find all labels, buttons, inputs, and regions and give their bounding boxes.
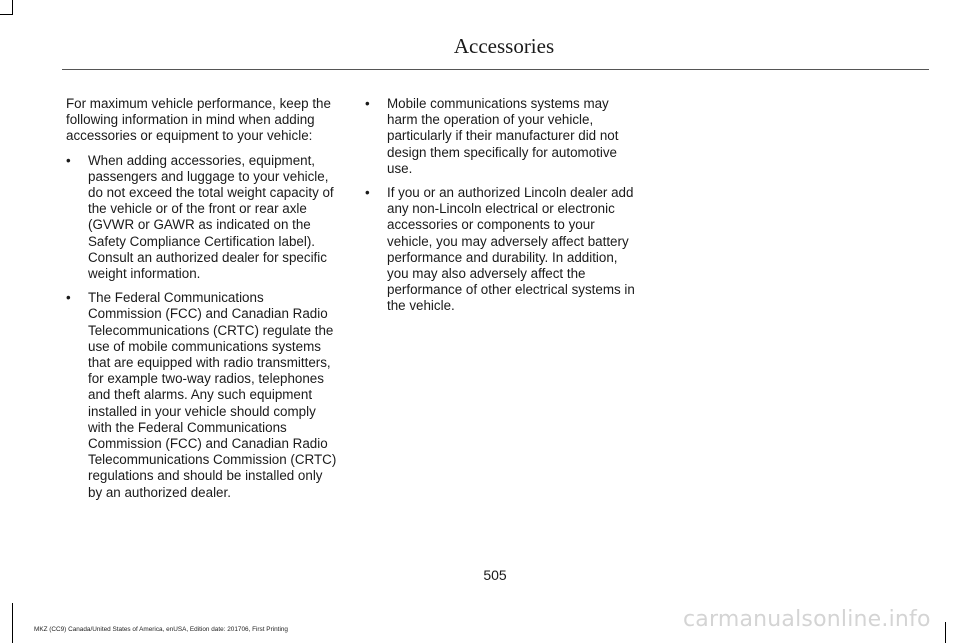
intro-paragraph: For maximum vehicle performance, keep the following information in mind when adding accessories or equipment to your vehicle: [66, 96, 331, 144]
bullet-icon: • [66, 152, 71, 168]
bullet-icon: • [365, 185, 370, 201]
crop-mark-top-left-horizontal [0, 14, 13, 15]
list-item-text: If you or an authorized Lincoln dealer add any non-Lincoln electrical or electronic accessories or components to your vehicle, you may adversely affect battery performance and durability. In addition, you may also adversely affect the performance of other electrical systems in the vehicle. [387, 185, 635, 314]
list-item-text: Mobile communications systems may harm the operation of your vehicle, particularly if their manufacturer did not design them specifically for automotive use. [387, 96, 619, 176]
page-number: 505 [483, 567, 507, 583]
bullet-icon: • [66, 290, 71, 306]
page-title: Accessories [453, 34, 555, 58]
header-divider [62, 69, 929, 70]
list-item-text: The Federal Communications Commission (FCC) and Canadian Radio Telecommunications (CRTC) regulate the use of mobile communications systems that are equipped with radio transmitters, for example two-way radios, telephones and theft alarms. Any such equipment installed in your vehicle should comply with the Federal Communications Commission (FCC) and Canadian Radio Telecommunications Commission (CRTC) regulations and should be installed only by an authorized dealer. [88, 290, 337, 500]
bullet-icon: • [365, 96, 370, 111]
crop-mark-top-left-vertical [12, 0, 13, 14]
left-column [66, 96, 338, 509]
right-column [365, 96, 635, 323]
list-item [365, 185, 635, 315]
footer-edition-text: MKZ (CC9) Canada/United States of America, enUSA, Edition date: 201706, First Printing [34, 626, 288, 633]
list-item-text: When adding accessories, equipment, passengers and luggage to your vehicle, do not exceed the total weight capacity of the vehicle or of the front or rear axle (GVWR or GAWR as indicated on the Safety Compliance Certification label). Consult an authorized dealer for specific weight information. [88, 152, 334, 282]
list-item [365, 96, 635, 177]
list-item [66, 153, 338, 283]
crop-mark-bottom-left-vertical [12, 603, 13, 643]
list-item [66, 290, 338, 501]
watermark-logo[interactable]: carmanualsonline.info [683, 607, 931, 632]
crop-mark-bottom-right-vertical [945, 622, 946, 643]
